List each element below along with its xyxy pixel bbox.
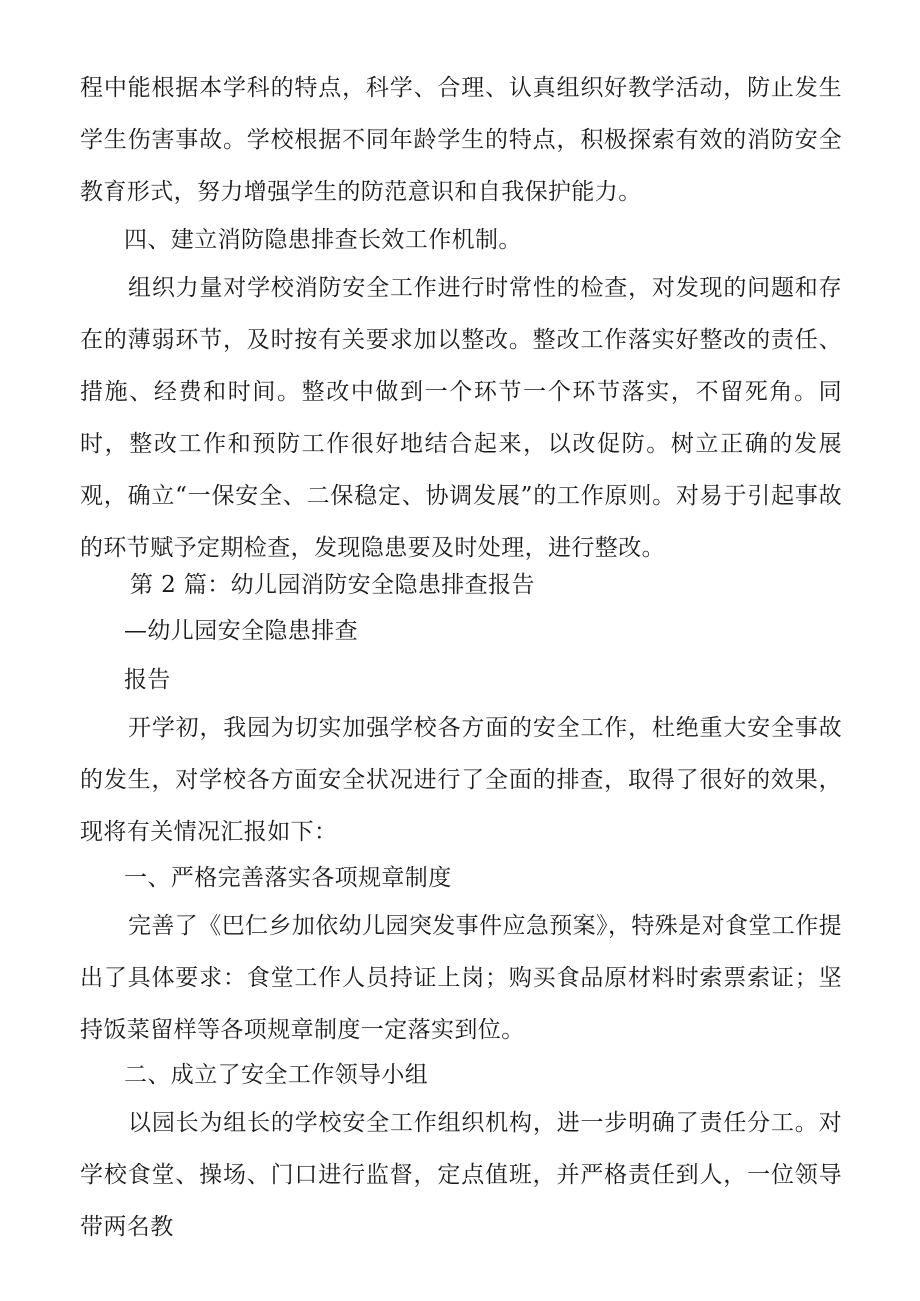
article-subtitle-report: 报告: [124, 667, 171, 693]
item-heading-2: 二、成立了安全工作领导小组: [124, 1062, 429, 1088]
item-heading-1: 一、严格完善落实各项规章制度: [124, 865, 452, 891]
article-title: 第 2 篇：幼儿园消防安全隐患排查报告: [130, 572, 535, 598]
paragraph-intro: 开学初，我园为切实加强学校各方面的安全工作，杜绝重大安全事故的发生，对学校各方面安全状况进行了全面的排查，取得了很好的效果，现将有关情况汇报如下：: [80, 715, 842, 845]
paragraph-section-4: 组织力量对学校消防安全工作进行时常性的检查，对发现的问题和存在的薄弱环节，及时按有关要求加以整改。整改工作落实好整改的责任、措施、经费和时间。整改中做到一个环节一个环节落实，不留死角。同时，整改工作和预防工作很好地结合起来，以改促防。树立正确的发展观，确立“一保安全、二保稳定、协调发展”的工作原则。对易于引起事故的环节赋予定期检查，发现隐患要及时处理，进行整改。: [80, 275, 842, 561]
article-subtitle: —幼儿园安全隐患排查: [124, 618, 358, 644]
paragraph-continuation: 程中能根据本学科的特点，科学、合理、认真组织好教学活动，防止发生学生伤害事故。学校根据不同年龄学生的特点，积极探索有效的消防安全教育形式，努力增强学生的防范意识和自我保护能力。: [80, 75, 842, 205]
paragraph-item-1: 完善了《巴仁乡加依幼儿园突发事件应急预案》，特殊是对食堂工作提出了具体要求：食堂工作人员持证上岗；购买食品原材料时索票索证；坚持饭菜留样等各项规章制度一定落实到位。: [80, 913, 842, 1043]
paragraph-item-2: 以园长为组长的学校安全工作组织机构，进一步明确了责任分工。对学校食堂、操场、门口进行监督，定点值班，并严格责任到人，一位领导带两名教: [80, 1110, 842, 1240]
section-heading-4: 四、建立消防隐患排查长效工作机制。: [124, 227, 522, 253]
